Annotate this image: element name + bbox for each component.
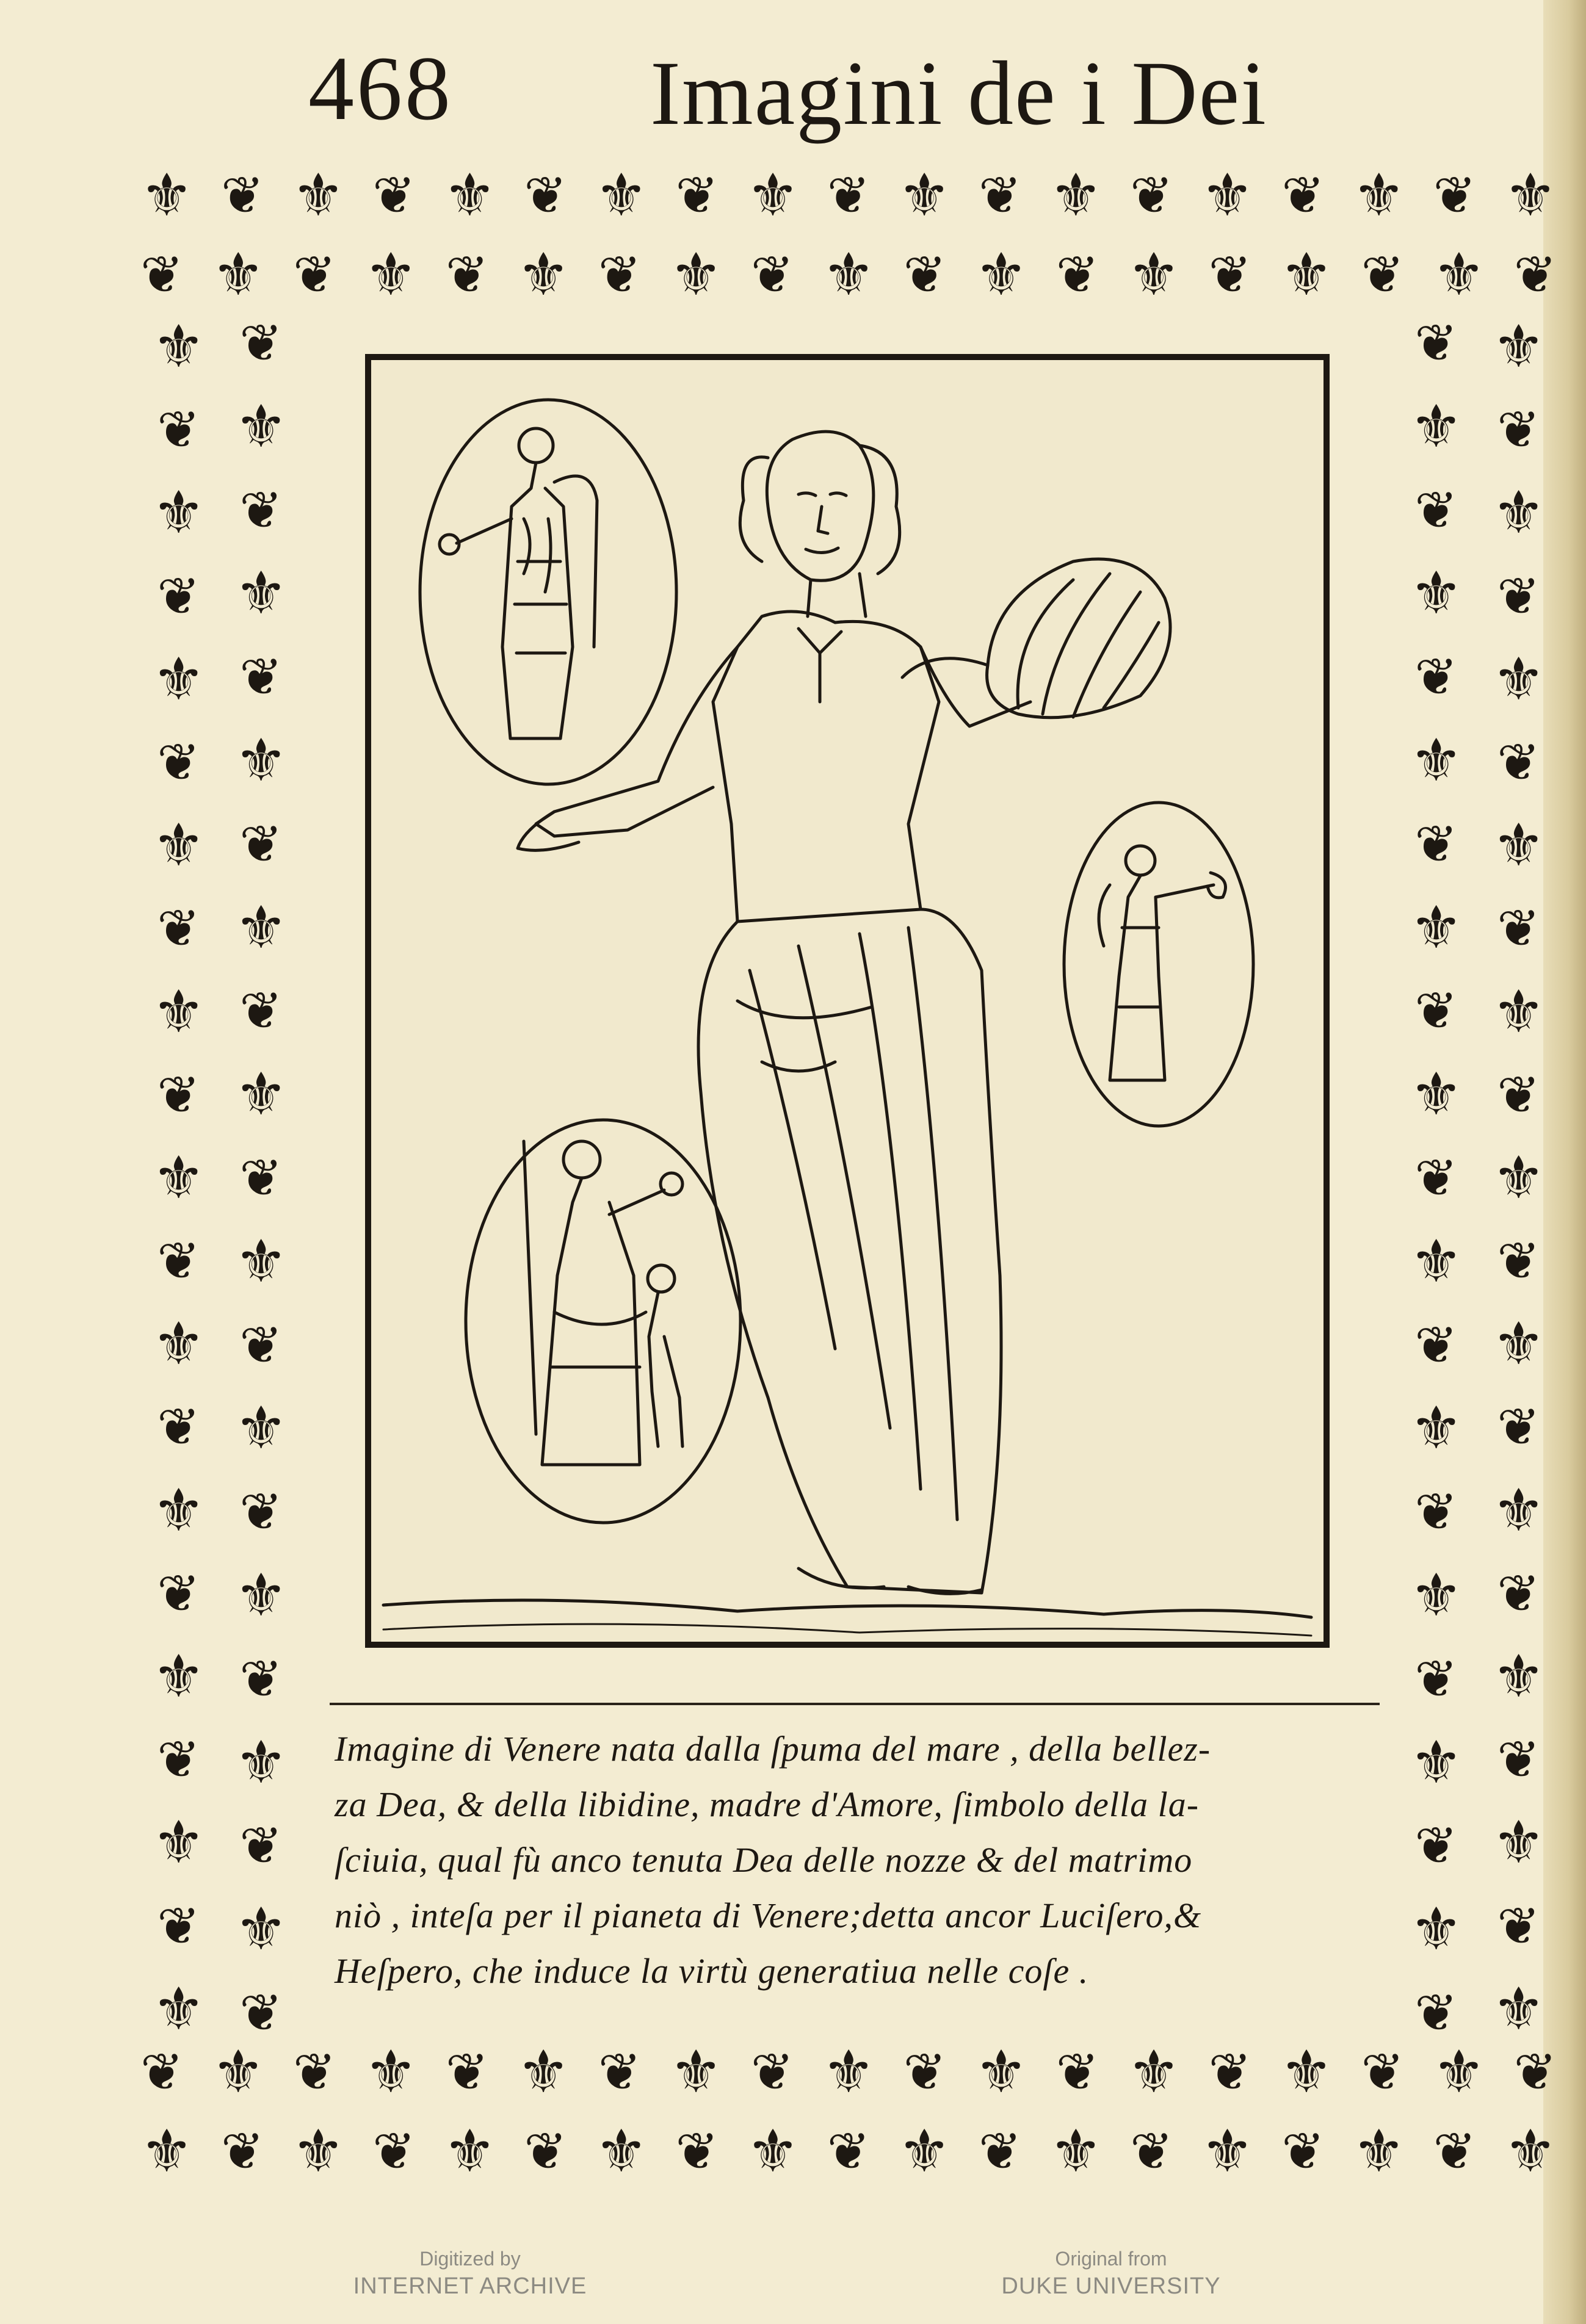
ornament-fleuron-icon: ❦: [1497, 1064, 1540, 1125]
ornament-fleuron-icon: ❦: [445, 2042, 489, 2102]
ornament-fleuron-icon: ⚜: [1410, 1060, 1463, 1129]
ornament-fleuron-icon: ❦: [1497, 1730, 1540, 1790]
ornament-fleuron-icon: ❦: [1281, 2121, 1325, 2181]
ornament-fleuron-icon: ⚜: [1410, 1394, 1463, 1463]
scallop-shell: [987, 559, 1170, 718]
ornament-fleuron-icon: ⚜: [152, 1808, 205, 1877]
ornament-fleuron-icon: ⚜: [234, 893, 288, 962]
ornament-fleuron-icon: ❦: [1497, 1231, 1540, 1291]
ornament-fleuron-icon: ❦: [140, 245, 184, 305]
ornament-fleuron-icon: ❦: [1414, 1147, 1458, 1208]
ornament-fleuron-icon: ❦: [1414, 1648, 1458, 1709]
ornament-fleuron-icon: ❦: [1513, 245, 1557, 305]
ornament-fleuron-icon: ⚜: [746, 2117, 799, 2185]
ornament-fleuron-icon: ⚜: [292, 2117, 345, 2185]
ornament-fleuron-icon: ❦: [157, 898, 200, 959]
ornament-fleuron-icon: ⚜: [1432, 2038, 1485, 2106]
ornament-fleuron-icon: ❦: [1414, 1315, 1458, 1375]
ornament-fleuron-icon: ❦: [1497, 1563, 1540, 1623]
ornament-fleuron-icon: ⚜: [140, 2117, 194, 2185]
ornament-fleuron-icon: ⚜: [1049, 161, 1103, 229]
ornament-fleuron-icon: ❦: [1056, 245, 1099, 305]
ornament-fleuron-icon: ❦: [157, 400, 200, 460]
ornament-fleuron-icon: ❦: [157, 1231, 200, 1291]
ornament-fleuron-icon: ❦: [157, 1563, 200, 1623]
ornament-fleuron-icon: ❦: [239, 1816, 283, 1876]
ornament-fleuron-icon: ❦: [827, 165, 871, 225]
ornament-fleuron-icon: ⚜: [364, 2038, 418, 2106]
ornament-fleuron-icon: ❦: [524, 2121, 567, 2181]
ornament-fleuron-icon: ❦: [1497, 732, 1540, 792]
ornament-fleuron-icon: ❦: [157, 732, 200, 792]
ornament-fleuron-icon: ❦: [903, 245, 947, 305]
ornament-fleuron-icon: ⚜: [443, 161, 496, 229]
ornament-fleuron-icon: ❦: [598, 2042, 642, 2102]
digitized-by-label: Digitized by: [419, 2248, 521, 2270]
ornament-fleuron-icon: ❦: [239, 1482, 283, 1542]
original-from-credit: [977, 2246, 1245, 2301]
ornament-fleuron-icon: ❦: [1414, 313, 1458, 373]
ornament-fleuron-icon: ❦: [372, 2121, 416, 2181]
ornament-fleuron-icon: ⚜: [822, 240, 875, 309]
ornament-fleuron-icon: ❦: [750, 2042, 794, 2102]
ornament-fleuron-icon: ⚜: [595, 2117, 648, 2185]
ornament-fleuron-icon: ⚜: [234, 1895, 288, 1964]
ornament-fleuron-icon: ❦: [157, 1730, 200, 1790]
caption-line-4: niò , inteſa per il pianeta di Venere;detta ancor Luciſero,&: [335, 1896, 1202, 1935]
ornament-fleuron-icon: ❦: [598, 245, 642, 305]
ornament-fleuron-icon: ⚜: [1410, 893, 1463, 962]
ornament-fleuron-icon: ⚜: [1410, 1895, 1463, 1964]
ornament-fleuron-icon: ❦: [372, 165, 416, 225]
ornament-fleuron-icon: ⚜: [1410, 1561, 1463, 1629]
ornament-fleuron-icon: ❦: [675, 165, 719, 225]
ornament-fleuron-icon: ⚜: [152, 1310, 205, 1379]
ornament-fleuron-icon: ⚜: [364, 240, 418, 309]
ornament-fleuron-icon: ⚜: [234, 1227, 288, 1296]
ornament-fleuron-icon: ❦: [978, 2121, 1022, 2181]
ornament-fleuron-icon: ❦: [1414, 1816, 1458, 1876]
ornament-fleuron-icon: ❦: [1414, 1982, 1458, 2043]
ornament-fleuron-icon: ❦: [1497, 1397, 1540, 1457]
ornament-fleuron-icon: ❦: [157, 1064, 200, 1125]
ornament-fleuron-icon: ⚜: [234, 392, 288, 461]
ornament-fleuron-icon: ❦: [239, 1982, 283, 2043]
ornament-fleuron-icon: ⚜: [1492, 1974, 1545, 2043]
ornament-fleuron-icon: ❦: [1433, 165, 1476, 225]
caption-line-1: Imagine di Venere nata dalla ſpuma del mare , della bellez-: [335, 1729, 1211, 1769]
ornament-fleuron-icon: ❦: [1281, 165, 1325, 225]
ornament-fleuron-icon: ⚜: [1492, 1143, 1545, 1212]
ornament-fleuron-icon: ❦: [1497, 1896, 1540, 1956]
ornament-fleuron-icon: ❦: [1130, 2121, 1173, 2181]
ornament-fleuron-icon: ❦: [1497, 898, 1540, 959]
woodcut-illustration: [365, 354, 1330, 1648]
ornament-fleuron-icon: ⚜: [670, 2038, 723, 2106]
ornament-fleuron-icon: ⚜: [746, 161, 799, 229]
ornament-fleuron-icon: ❦: [140, 2042, 184, 2102]
duke-university-label: DUKE UNIVERSITY: [1001, 2273, 1221, 2299]
venus-torso: [713, 612, 939, 922]
ornament-fleuron-icon: ⚜: [292, 161, 345, 229]
ornament-fleuron-icon: ❦: [220, 2121, 264, 2181]
ornament-border-left: [140, 312, 299, 2043]
ornament-fleuron-icon: ⚜: [234, 726, 288, 795]
venus-woodcut-drawing: [371, 360, 1323, 1642]
ornament-fleuron-icon: ❦: [1361, 2042, 1405, 2102]
ornament-fleuron-icon: ❦: [1414, 647, 1458, 707]
ornament-fleuron-icon: ❦: [157, 1397, 200, 1457]
ornament-fleuron-icon: ⚜: [1432, 240, 1485, 309]
ornament-fleuron-icon: ⚜: [1049, 2117, 1103, 2185]
ornament-fleuron-icon: ⚜: [152, 644, 205, 713]
ornament-fleuron-icon: ⚜: [234, 1561, 288, 1629]
ornament-fleuron-icon: ⚜: [595, 161, 648, 229]
ornament-fleuron-icon: ⚜: [152, 478, 205, 547]
ornament-fleuron-icon: ⚜: [1504, 161, 1557, 229]
ornament-fleuron-icon: ⚜: [152, 312, 205, 381]
ornament-fleuron-icon: ⚜: [898, 161, 951, 229]
original-from-label: Original from: [1055, 2248, 1167, 2270]
ornament-fleuron-icon: ❦: [292, 245, 336, 305]
ornament-border-top: [140, 156, 1557, 327]
ornament-fleuron-icon: ⚜: [1504, 2117, 1557, 2185]
ornament-fleuron-icon: ⚜: [212, 240, 265, 309]
ornament-fleuron-icon: ⚜: [1492, 478, 1545, 547]
ornament-fleuron-icon: ⚜: [212, 2038, 265, 2106]
caption-line-2: za Dea, & della libidine, madre d'Amore, ſimbolo della la-: [335, 1785, 1200, 1824]
ornament-fleuron-icon: ⚜: [1280, 2038, 1333, 2106]
ornament-fleuron-icon: ❦: [292, 2042, 336, 2102]
ornament-fleuron-icon: ❦: [1497, 400, 1540, 460]
ornament-fleuron-icon: ❦: [1130, 165, 1173, 225]
ornament-fleuron-icon: ❦: [157, 566, 200, 626]
ornament-fleuron-icon: ❦: [1208, 245, 1252, 305]
ornament-fleuron-icon: ❦: [239, 814, 283, 874]
ornament-fleuron-icon: ❦: [978, 165, 1022, 225]
caption-line-5: Heſpero, che induce la virtù generatiua nelle coſe .: [335, 1951, 1089, 1991]
ornament-fleuron-icon: ⚜: [152, 1974, 205, 2043]
ornament-fleuron-icon: ❦: [827, 2121, 871, 2181]
ornament-fleuron-icon: ⚜: [517, 240, 570, 309]
ornament-fleuron-icon: ❦: [239, 1648, 283, 1709]
ornament-fleuron-icon: ❦: [1414, 480, 1458, 540]
ornament-fleuron-icon: ⚜: [152, 1143, 205, 1212]
ornament-fleuron-icon: ⚜: [1352, 2117, 1405, 2185]
ornament-fleuron-icon: ⚜: [1410, 1227, 1463, 1296]
ornament-fleuron-icon: ⚜: [1492, 811, 1545, 880]
ornament-border-right: [1398, 312, 1557, 2043]
ornament-fleuron-icon: ⚜: [822, 2038, 875, 2106]
ornament-fleuron-icon: ⚜: [1201, 161, 1254, 229]
ornament-fleuron-icon: ⚜: [443, 2117, 496, 2185]
ornament-fleuron-icon: ❦: [1433, 2121, 1476, 2181]
ornament-fleuron-icon: ❦: [1414, 981, 1458, 1041]
ornament-fleuron-icon: ⚜: [1127, 240, 1180, 309]
ornament-fleuron-icon: ⚜: [1410, 726, 1463, 795]
ornament-fleuron-icon: ⚜: [234, 559, 288, 628]
ornament-fleuron-icon: ⚜: [1492, 1808, 1545, 1877]
woodcut-caption: [335, 1721, 1385, 1999]
ornament-fleuron-icon: ❦: [1056, 2042, 1099, 2102]
ornament-fleuron-icon: ⚜: [898, 2117, 951, 2185]
ornament-fleuron-icon: ❦: [1208, 2042, 1252, 2102]
ornament-fleuron-icon: ⚜: [1410, 392, 1463, 461]
ornament-fleuron-icon: ⚜: [1492, 1642, 1545, 1711]
medallion-bottom-left: [466, 1120, 740, 1523]
ornament-fleuron-icon: ⚜: [1352, 161, 1405, 229]
ornament-fleuron-icon: ❦: [524, 165, 567, 225]
ornament-fleuron-icon: ⚜: [1410, 559, 1463, 628]
ornament-border-bottom: [140, 2032, 1557, 2203]
ornament-fleuron-icon: ⚜: [1492, 1310, 1545, 1379]
ornament-fleuron-icon: ❦: [750, 245, 794, 305]
digitization-footer: [0, 2246, 1586, 2324]
ornament-fleuron-icon: ❦: [1414, 1482, 1458, 1542]
ornament-fleuron-icon: ❦: [239, 1315, 283, 1375]
venus-head: [767, 431, 874, 580]
page-header: [0, 0, 1586, 159]
ornament-fleuron-icon: ⚜: [234, 1060, 288, 1129]
ornament-fleuron-icon: ❦: [1497, 566, 1540, 626]
ornament-fleuron-icon: ⚜: [974, 240, 1027, 309]
ornament-fleuron-icon: ⚜: [1492, 312, 1545, 381]
ornament-fleuron-icon: ⚜: [1492, 977, 1545, 1046]
ornament-fleuron-icon: ❦: [675, 2121, 719, 2181]
ornament-fleuron-icon: ⚜: [1127, 2038, 1180, 2106]
ornament-fleuron-icon: ⚜: [234, 1728, 288, 1797]
ornament-fleuron-icon: ❦: [239, 1147, 283, 1208]
ornament-fleuron-icon: ⚜: [974, 2038, 1027, 2106]
ornament-fleuron-icon: ⚜: [1492, 1476, 1545, 1545]
ornament-fleuron-icon: ⚜: [670, 240, 723, 309]
ornament-fleuron-icon: ⚜: [140, 161, 194, 229]
ornament-fleuron-icon: ⚜: [234, 1394, 288, 1463]
ornament-fleuron-icon: ⚜: [152, 1642, 205, 1711]
ornament-fleuron-icon: ⚜: [517, 2038, 570, 2106]
ornament-fleuron-icon: ❦: [239, 313, 283, 373]
ornament-fleuron-icon: ⚜: [152, 811, 205, 880]
ornament-fleuron-icon: ❦: [157, 1896, 200, 1956]
ornament-fleuron-icon: ❦: [1513, 2042, 1557, 2102]
ornament-fleuron-icon: ❦: [445, 245, 489, 305]
digitized-by-credit: [342, 2246, 598, 2301]
running-title: Imagini de i Dei: [650, 43, 1267, 144]
ground-line: [383, 1600, 1311, 1617]
ornament-fleuron-icon: ⚜: [1201, 2117, 1254, 2185]
ornament-fleuron-icon: ❦: [1414, 814, 1458, 874]
ornament-fleuron-icon: ⚜: [1280, 240, 1333, 309]
ornament-fleuron-icon: ⚜: [152, 1476, 205, 1545]
ornament-fleuron-icon: ❦: [1361, 245, 1405, 305]
ornament-fleuron-icon: ❦: [239, 480, 283, 540]
caption-line-3: ſciuia, qual fù anco tenuta Dea delle nozze & del matrimo: [335, 1840, 1193, 1880]
ornament-fleuron-icon: ❦: [239, 647, 283, 707]
ornament-fleuron-icon: ❦: [903, 2042, 947, 2102]
ornament-fleuron-icon: ⚜: [1410, 1728, 1463, 1797]
ornament-fleuron-icon: ❦: [239, 981, 283, 1041]
page-number: 468: [308, 38, 453, 139]
caption-rule: [330, 1703, 1380, 1705]
ornament-fleuron-icon: ⚜: [1492, 644, 1545, 713]
ornament-fleuron-icon: ⚜: [152, 977, 205, 1046]
ornament-fleuron-icon: ❦: [220, 165, 264, 225]
internet-archive-label: INTERNET ARCHIVE: [353, 2273, 587, 2299]
